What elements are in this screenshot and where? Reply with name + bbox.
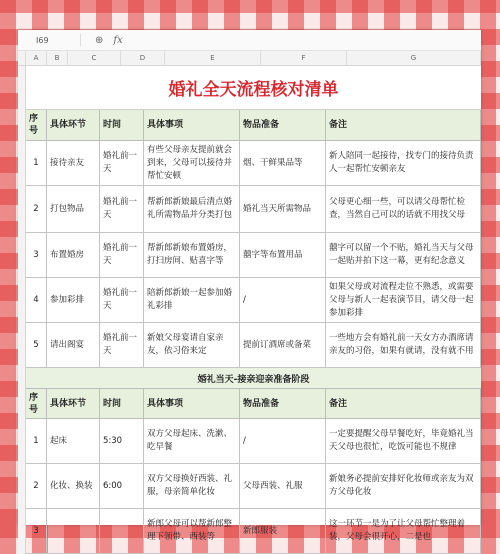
cell-task[interactable]: 陪新郎新娘一起参加婚礼彩排 bbox=[144, 278, 240, 322]
fx-icon[interactable]: fx bbox=[113, 34, 123, 46]
column-header-f[interactable]: F bbox=[261, 51, 347, 65]
column-header-b[interactable]: B bbox=[47, 51, 68, 65]
cell-note[interactable]: 一些地方会有婚礼前一天女方办酒席请亲友的习俗，如果有就请，没有就不用 bbox=[326, 323, 481, 367]
cell-task[interactable]: 双方父母起床、洗漱、吃早餐 bbox=[144, 419, 240, 463]
cell-items[interactable]: 囍字等布置用品 bbox=[240, 233, 326, 277]
formula-separator bbox=[80, 34, 81, 46]
cell-items[interactable]: 父母西装、礼服 bbox=[240, 464, 326, 508]
header-note: 备注 bbox=[326, 110, 481, 140]
cell-step[interactable]: 化妆、换装 bbox=[47, 464, 100, 508]
header-no: 序号 bbox=[26, 110, 47, 140]
cell-note[interactable]: 如果父母或对流程走位不熟悉，或需要父母与新人一起表演节目，请父母一起参加彩排 bbox=[326, 278, 481, 322]
cell-no[interactable]: 2 bbox=[26, 464, 47, 508]
checklist-table bbox=[26, 66, 481, 554]
formula-bar bbox=[18, 30, 481, 51]
cell-task[interactable]: 双方父母换好西装、礼服，母亲简单化妆 bbox=[144, 464, 240, 508]
cell-task[interactable]: 新郎父母可以帮新郎整理下领带、西装等 bbox=[144, 509, 240, 553]
cell-note[interactable]: 一定要提醒父母早餐吃好，毕竟婚礼当天父母也很忙，吃饭可能也不规律 bbox=[326, 419, 481, 463]
spreadsheet-window bbox=[18, 30, 481, 542]
table-row[interactable] bbox=[26, 186, 481, 233]
cell-step[interactable]: 布置婚房 bbox=[47, 233, 100, 277]
cell-time[interactable]: 婚礼前一天 bbox=[100, 186, 144, 232]
header-step: 具体环节 bbox=[47, 110, 100, 140]
header-time: 时间 bbox=[100, 110, 144, 140]
column-header-g[interactable]: G bbox=[347, 51, 481, 65]
table-row[interactable] bbox=[26, 233, 481, 278]
cell-task[interactable]: 有些父母亲友提前就会到来，父母可以接待并帮忙安顿 bbox=[144, 141, 240, 185]
cell-time[interactable]: 婚礼前一天 bbox=[100, 323, 144, 367]
cell-step[interactable]: 接待亲友 bbox=[47, 141, 100, 185]
header-note: 备注 bbox=[326, 389, 481, 418]
column-header-e[interactable]: E bbox=[165, 51, 261, 65]
cell-step[interactable]: 起床 bbox=[47, 419, 100, 463]
magnifier-icon[interactable]: ⊕ bbox=[95, 34, 104, 46]
table-row[interactable] bbox=[26, 464, 481, 509]
header-step: 具体环节 bbox=[47, 389, 100, 418]
cell-items[interactable]: 新郎服装 bbox=[240, 509, 326, 553]
cell-items[interactable]: 婚礼当天所需物品 bbox=[240, 186, 326, 232]
table-row[interactable] bbox=[26, 323, 481, 368]
header-no: 序号 bbox=[26, 389, 47, 418]
cell-no[interactable]: 2 bbox=[26, 186, 47, 232]
cell-no[interactable]: 5 bbox=[26, 323, 47, 367]
cell-no[interactable]: 1 bbox=[26, 419, 47, 463]
select-all-corner[interactable] bbox=[18, 51, 26, 65]
cell-items[interactable]: / bbox=[240, 278, 326, 322]
cell-note[interactable]: 父母更心细一些，可以请父母帮忙检查，当然自己可以的话就不用找父母 bbox=[326, 186, 481, 232]
cell-time[interactable]: 婚礼前一天 bbox=[100, 278, 144, 322]
cell-step[interactable]: 请出阁宴 bbox=[47, 323, 100, 367]
column-header-d[interactable]: D bbox=[121, 51, 165, 65]
column-header-a[interactable]: A bbox=[26, 51, 47, 65]
cell-time[interactable]: 6:00 bbox=[100, 464, 144, 508]
name-box[interactable]: I69 bbox=[36, 35, 49, 45]
section-title-row: 婚礼当天-接亲迎亲准备阶段 bbox=[26, 368, 481, 389]
cell-step[interactable] bbox=[47, 509, 100, 553]
cell-time[interactable]: 婚礼前一天 bbox=[100, 233, 144, 277]
column-header-bar bbox=[18, 51, 481, 66]
header-row bbox=[26, 110, 481, 141]
header-items: 物品准备 bbox=[240, 110, 326, 140]
header-time: 时间 bbox=[100, 389, 144, 418]
cell-step[interactable]: 打包物品 bbox=[47, 186, 100, 232]
row-number-gutter[interactable] bbox=[18, 66, 26, 554]
cell-task[interactable]: 帮新郎新娘最后清点婚礼所需物品并分类打包 bbox=[144, 186, 240, 232]
cell-time[interactable]: 5:30 bbox=[100, 419, 144, 463]
cell-no[interactable]: 3 bbox=[26, 509, 47, 553]
cell-items[interactable]: 提前订酒席或备菜 bbox=[240, 323, 326, 367]
cell-note[interactable]: 囍字可以留一个不贴，婚礼当天与父母一起贴并拍下这一幕，更有纪念意义 bbox=[326, 233, 481, 277]
column-header-c[interactable]: C bbox=[68, 51, 121, 65]
table-row[interactable] bbox=[26, 509, 481, 554]
cell-time[interactable] bbox=[100, 509, 144, 553]
header-row bbox=[26, 389, 481, 419]
table-row[interactable] bbox=[26, 278, 481, 323]
cell-note[interactable]: 新娘务必提前安排好化妆师或亲友为双方父母化妆 bbox=[326, 464, 481, 508]
header-items: 物品准备 bbox=[240, 389, 326, 418]
cell-step[interactable]: 参加彩排 bbox=[47, 278, 100, 322]
sheet-title: 婚礼全天流程核对清单 bbox=[26, 66, 481, 110]
table-row[interactable] bbox=[26, 419, 481, 464]
header-task: 具体事项 bbox=[144, 389, 240, 418]
cell-items[interactable]: 烟、干鲜果品等 bbox=[240, 141, 326, 185]
header-task: 具体事项 bbox=[144, 110, 240, 140]
cell-task[interactable]: 新娘父母宴请自家亲友，依习俗来定 bbox=[144, 323, 240, 367]
cell-note[interactable]: 这一环节一是为了让父母帮忙整理着装，父母会很开心，二是也 bbox=[326, 509, 481, 553]
cell-time[interactable]: 婚礼前一天 bbox=[100, 141, 144, 185]
cell-items[interactable]: / bbox=[240, 419, 326, 463]
cell-no[interactable]: 1 bbox=[26, 141, 47, 185]
table-row[interactable] bbox=[26, 141, 481, 186]
cell-task[interactable]: 帮新郎新娘布置婚房，打扫房间、贴喜字等 bbox=[144, 233, 240, 277]
cell-no[interactable]: 4 bbox=[26, 278, 47, 322]
cell-no[interactable]: 3 bbox=[26, 233, 47, 277]
cell-note[interactable]: 新人陪同一起接待，找专门的接待负责人一起帮忙安顿亲友 bbox=[326, 141, 481, 185]
